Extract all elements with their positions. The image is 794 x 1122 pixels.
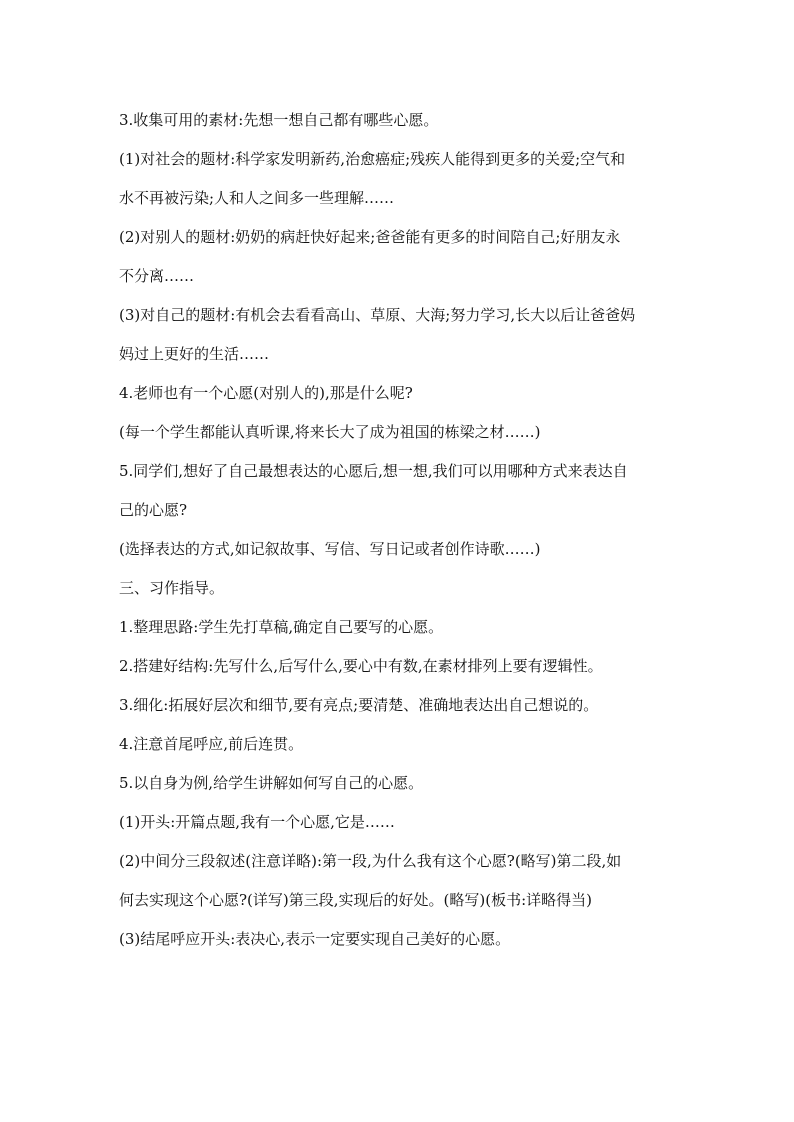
- text-line-society-topics-cont: 水不再被污染;人和人之间多一些理解……: [119, 189, 395, 207]
- text-line-society-topics: (1)对社会的题材:科学家发明新药,治愈癌症;残疾人能得到更多的关爱;空气和: [119, 150, 626, 168]
- text-line-expression-methods: (选择表达的方式,如记叙故事、写信、写日记或者创作诗歌……): [119, 540, 541, 558]
- text-line-guidance-3: 3.细化:拓展好层次和细节,要有亮点;要清楚、准确地表达出自己想说的。: [119, 696, 599, 714]
- text-line-self-topics-cont: 妈过上更好的生活……: [119, 345, 270, 363]
- section-heading-writing-guidance: 三、习作指导。: [119, 579, 225, 597]
- text-line-step-5-expression-cont: 己的心愿?: [119, 501, 188, 519]
- text-line-teacher-wish-answer: (每一个学生都能认真听课,将来长大了成为祖国的栋梁之材……): [119, 423, 541, 441]
- text-line-teacher-wish: 4.老师也有一个心愿(对别人的),那是什么呢?: [119, 384, 413, 402]
- text-line-others-topics-cont: 不分离……: [119, 267, 195, 285]
- text-line-guidance-4: 4.注意首尾呼应,前后连贯。: [119, 735, 304, 753]
- text-line-guidance-2: 2.搭建好结构:先写什么,后写什么,要心中有数,在素材排列上要有逻辑性。: [119, 657, 603, 675]
- text-line-self-topics: (3)对自己的题材:有机会去看看高山、草原、大海;努力学习,长大以后让爸爸妈: [119, 306, 636, 324]
- text-line-step-5-expression: 5.同学们,想好了自己最想表达的心愿后,想一想,我们可以用哪种方式来表达自: [119, 462, 628, 480]
- text-line-middle-cont: 何去实现这个心愿?(详写)第三段,实现后的好处。(略写)(板书:详略得当): [119, 891, 592, 909]
- text-line-opening: (1)开头:开篇点题,我有一个心愿,它是……: [119, 813, 395, 831]
- text-line-step-3-collect-materials: 3.收集可用的素材:先想一想自己都有哪些心愿。: [119, 111, 439, 129]
- text-line-guidance-5: 5.以自身为例,给学生讲解如何写自己的心愿。: [119, 774, 424, 792]
- text-line-others-topics: (2)对别人的题材:奶奶的病赶快好起来;爸爸能有更多的时间陪自己;好朋友永: [119, 228, 621, 246]
- text-line-guidance-1: 1.整理思路:学生先打草稿,确定自己要写的心愿。: [119, 618, 444, 636]
- text-line-ending: (3)结尾呼应开头:表决心,表示一定要实现自己美好的心愿。: [119, 930, 511, 948]
- text-line-middle: (2)中间分三段叙述(注意详略):第一段,为什么我有这个心愿?(略写)第二段,如: [119, 852, 622, 870]
